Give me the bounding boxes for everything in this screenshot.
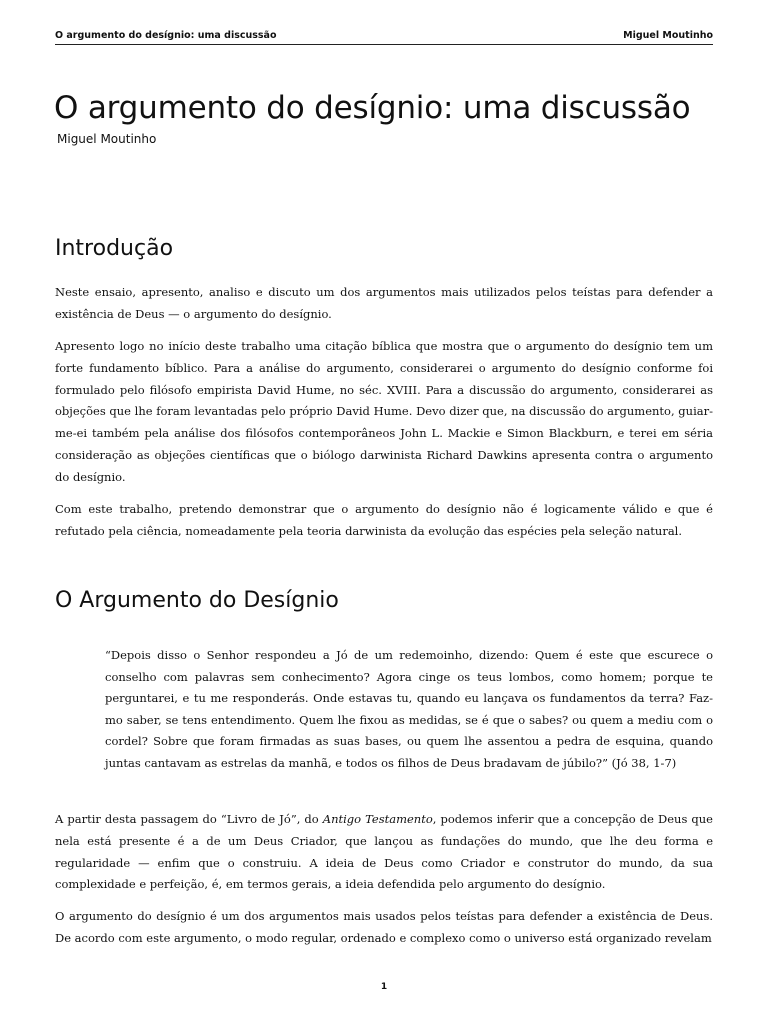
section-heading-introducao: Introdução [55,236,174,261]
running-header-author: Miguel Moutinho [623,30,713,41]
bible-quote: “Depois disso o Senhor respondeu a Jó de um redemoinho, dizendo: Quem é este que escurece o conselho com palavras sem conhecimento? Agora cinge os teus lombos, como homem; porque te perguntarei, e tu me responderás. Onde estavas tu, quando eu lançava os fundamentos da terra? Faz-mo saber, se tens entendimento. Quem lhe fixou as medidas, se é que o sabes? ou quem a mediu com o cordel? Sobre que foram firmadas as suas bases, ou quem lhe assentou a pedra de esquina, quando juntas cantavam as estrelas da manhã, e todos os filhos de Deus bradavam de júbilo?” (Jó 38, 1-7) [105,648,713,770]
intro-paragraph-3: Com este trabalho, pretendo demonstrar que o argumento do desígnio não é logicamente válido e que é refutado pela ciência, nomeadamente pela teoria darwinista da evolução das espécies pela seleção natural. [55,502,713,538]
argument-paragraph-1-start: A partir desta passagem do “Livro de Jó”, do [55,812,323,826]
argument-paragraph-2: O argumento do desígnio é um dos argumentos mais usados pelos teístas para defender a existência de Deus. De acordo com este argumento, o modo regular, ordenado e complexo como o universo está organizado revelam [55,909,713,945]
document-title: O argumento do desígnio: uma discussão [54,90,691,126]
document-author: Miguel Moutinho [57,132,157,146]
running-header-title: O argumento do desígnio: uma discussão [55,30,277,41]
intro-paragraph-2: Apresento logo no início deste trabalho uma citação bíblica que mostra que o argumento do desígnio tem um forte fundamento bíblico. Para a análise do argumento, considerarei o argumento do desígnio conforme foi formulado pelo filósofo empirista David Hume, no séc. XVIII. Para a discussão do argumento, considerarei as objeções que lhe foram levantadas pelo próprio David Hume. Devo dizer que, na discussão do argumento, guiar-me-ei também pela análise dos filósofos contemporâneos John L. Mackie e Simon Blackburn, e terei em séria consideração as objeções científicas que o biólogo darwinista Richard Dawkins apresenta contra o argumento do desígnio. [55,339,713,484]
running-header [55,30,713,45]
argument-paragraph-1-rest: , podemos inferir que a concepção de Deus que nela está presente é a de um Deus Criador, que lançou as fundações do mundo, que lhe deu forma e regularidade — enfim que o construiu. A ideia de Deus como Criador e construtor do mundo, da sua complexidade e perfeição, é, em termos gerais, a ideia defendida pelo argumento do desígnio. [55,812,713,892]
argument-paragraph-1 [55,809,713,896]
section-heading-argumento: O Argumento do Desígnio [55,588,339,613]
intro-paragraph-1: Neste ensaio, apresento, analiso e discuto um dos argumentos mais utilizados pelos teístas para defender a existência de Deus — o argumento do desígnio. [55,285,713,321]
antigo-testamento-italic: Antigo Testamento [322,812,433,826]
page-number: 1 [380,982,388,992]
